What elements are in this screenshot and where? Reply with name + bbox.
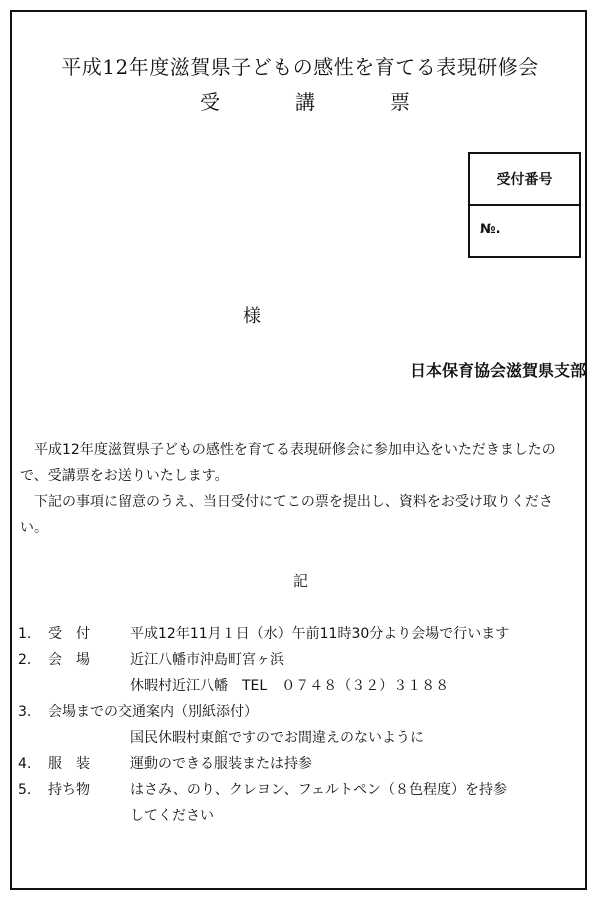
organization-name: 日本保育協会滋賀県支部 <box>409 361 586 380</box>
paragraph-instructions: 下記の事項に留意のうえ、当日受付にてこの票を提出し、資料をお受け取りください。 <box>20 494 553 536</box>
subtitle-char-2: 講 <box>295 90 315 114</box>
list-item <box>18 647 588 673</box>
item-label: 服 装 <box>48 756 90 772</box>
item-number: 4. <box>18 756 32 772</box>
item-label: 受 付 <box>48 626 90 642</box>
receipt-number-header: 受付番号 <box>470 154 579 206</box>
item-continuation: 休暇村近江八幡 TEL ０７４８（３２）３１８８ <box>130 678 450 694</box>
paragraph-intro: 平成12年度滋賀県子どもの感性を育てる表現研修会に参加申込をいただきましたので、受講票をお送りいたします。 <box>20 442 556 484</box>
item-label: 持ち物 <box>48 782 90 798</box>
details-list <box>18 621 588 829</box>
item-number: 1. <box>18 626 32 642</box>
list-item <box>18 699 588 725</box>
subtitle-char-1: 受 <box>200 90 220 114</box>
receipt-number-box <box>468 152 581 258</box>
subtitle-char-3: 票 <box>390 90 410 114</box>
item-number: 5. <box>18 782 32 798</box>
ki-heading: 記 <box>293 572 309 590</box>
list-item <box>18 621 588 647</box>
item-label: 会場までの交通案内（別紙添付） <box>48 704 258 720</box>
item-continuation: してください <box>130 808 214 824</box>
item-value: 運動のできる服装または持参 <box>130 756 312 772</box>
body-text <box>20 437 580 541</box>
list-item <box>18 751 588 777</box>
document-subtitle <box>200 86 410 115</box>
item-value: 平成12年11月１日（水）午前11時30分より会場で行います <box>130 626 510 642</box>
item-continuation: 国民休暇村東館ですのでお間違えのないように <box>130 730 424 746</box>
item-number: 2. <box>18 652 32 668</box>
item-value: 近江八幡市沖島町宮ヶ浜 <box>130 652 284 668</box>
list-item <box>18 777 588 803</box>
recipient-suffix: 様 <box>243 306 261 327</box>
item-number: 3. <box>18 704 32 720</box>
item-value: はさみ、のり、クレヨン、フェルトペン（８色程度）を持参 <box>130 782 508 798</box>
item-label: 会 場 <box>48 652 90 668</box>
document-title: 平成12年度滋賀県子どもの感性を育てる表現研修会 <box>61 55 539 79</box>
receipt-number-label: №. <box>480 222 501 237</box>
